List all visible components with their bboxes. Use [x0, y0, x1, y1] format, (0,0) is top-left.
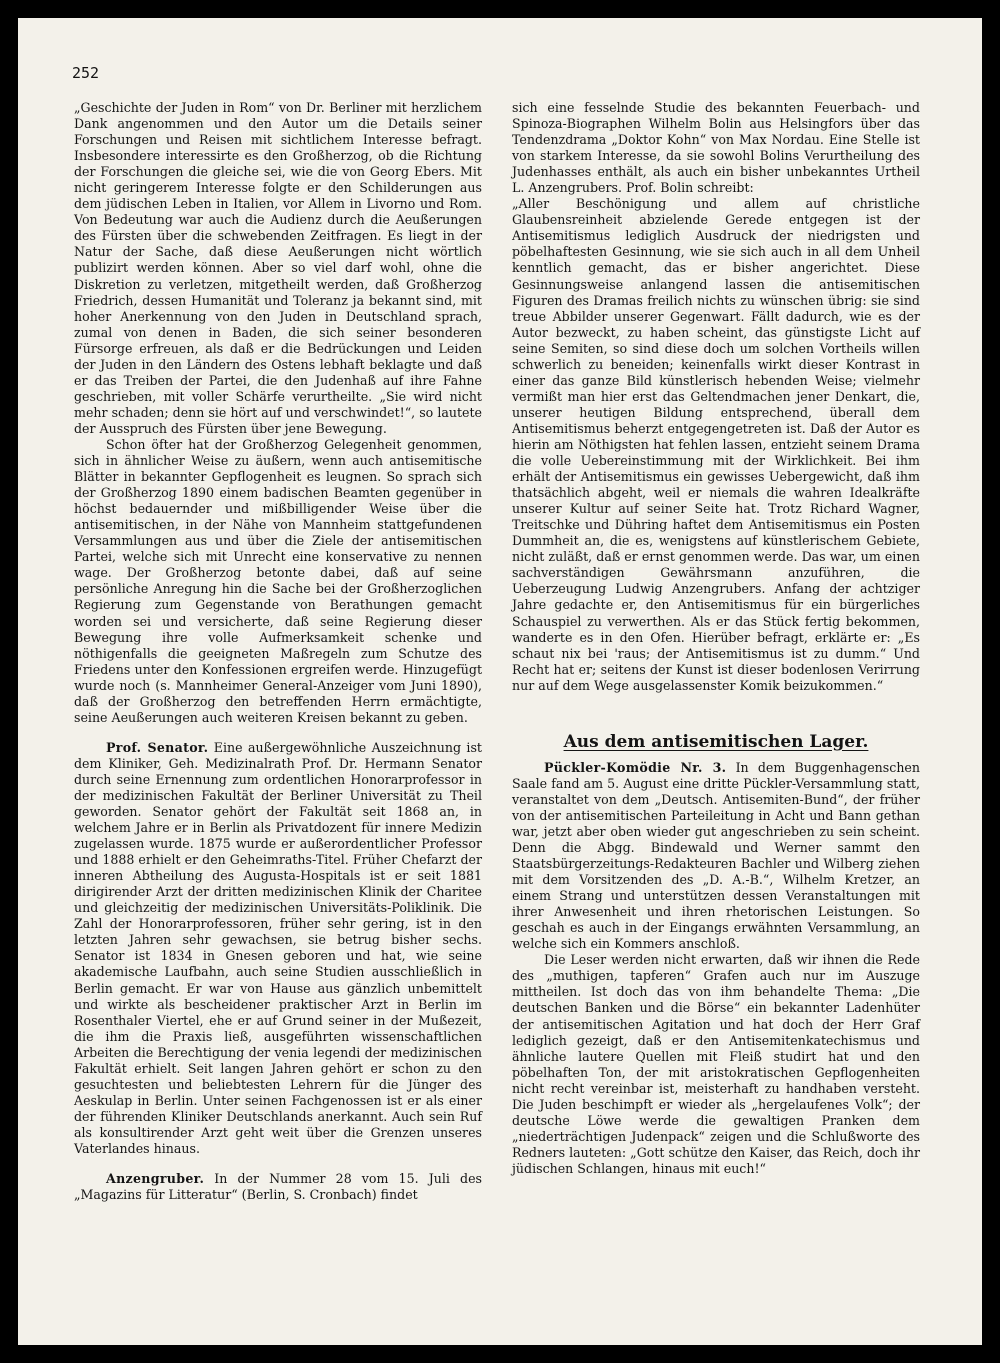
page-number: 252: [72, 64, 100, 82]
section-title: Aus dem antisemitischen Lager.: [563, 731, 869, 752]
paragraph: Schon öfter hat der Großherzog Gelegenheit genommen, sich in ähnlicher Weise zu äußern, wenn auch antisemitische Blätter in bekannter Gepflogenheit es leugnen. So sprach sich der Großherzog 1890 einem badischen Beamten gegenüber in höchst bedauernder und mißbilligender Weise über die antisemitischen, in der Nähe von Mannheim stattgefundenen Versammlungen aus und über die Ziele der antisemitischen Partei, welche sich mit Unrecht eine konservative zu nennen wage. Der Großherzog betonte dabei, daß auf seine persönliche Anregung hin die Sache bei der Großherzoglichen Regierung zum Gegenstande von Berathungen gemacht worden sei und versicherte, daß seine Regierung dieser Bewegung ihre volle Aufmerksamkeit schenke und nöthigenfalls die geeigneten Maßregeln zum Schutze des Friedens unter den Konfessionen ergreifen werde. Hinzugefügt wurde noch (s. Mannheimer General-Anzeiger vom Juni 1890), daß der Großherzog den betreffenden Herrn ermächtigte, seine Aeußerungen auch weiteren Kreisen bekannt zu geben.: [74, 436, 482, 725]
left-column: [74, 100, 482, 1203]
pueckler-article: [512, 760, 920, 953]
spacer: [74, 1157, 482, 1171]
pueckler-text: In dem Buggenhagenschen Saale fand am 5. August eine dritte Pückler-Versammlung statt, veranstaltet von dem „Deutsch. Antisemiten-Bund“, der früher von der antisemitischen Parteileitung in Acht und Bann gethan war, jetzt aber oben wieder gut angeschrieben zu sein scheint. Denn die Abgg. Bindewald und Werner sammt den Staatsbürgerzeitungs-Redakteuren Bachler und Wilberg ziehen mit dem Vorsitzenden des „D. A.-B.“, Wilhelm Kretzer, an einem Strang und unterstützen dessen Veranstaltungen mit ihrer Anwesenheit und ihren rhetorischen Leistungen. So geschah es auch in der Eingangs erwähnten Versammlung, an welche sich ein Kommers anschloß.: [512, 759, 920, 952]
bolin-quote: „Aller Beschönigung und allem auf christliche Glaubensreinheit abzielende Gerede entgegen ist der Antisemitismus lediglich Ausdruck der niedrigsten und pöbelhaftesten Gesinnung, wie sie sich auch in all dem Unheil kenntlich gemacht, das er bisher angerichtet. Diese Gesinnungsweise anlangend lassen die antisemitischen Figuren des Dramas freilich nichts zu wünschen übrig: sie sind treue Abbilder unserer Gegenwart. Fällt dadurch, wie es der Autor bezweckt, zu haben scheint, das günstigste Licht auf seine Semiten, so sind diese doch um solchen Vortheils willen schwerlich zu beneiden; keinenfalls wirkt dieser Kontrast in einer das ganze Bild künstlerisch hebenden Weise; vielmehr vermißt man hier erst das Geltendmachen jener Denkart, die, unserer heutigen Bildung entsprechend, überall dem Antisemitismus beherzt entgegengetreten ist. Daß der Autor es hierin am Nöthigsten hat fehlen lassen, entzieht seinem Drama die volle Uebereinstimmung mit der Wirklichkeit. Bei ihm erhält der Antisemitismus ein gewisses Uebergewicht, daß ihm thatsächlich abgeht, weil er niemals die wahren Idealkräfte unserer Kultur auf seiner Seite hat. Trotz Richard Wagner, Treitschke und Dühring haftet dem Antisemitismus ein Posten Dummheit an, die es, wenigstens auf künstlerischem Gebiete, nicht zuläßt, daß er ernst genommen werde. Das war, um einen sachverständigen Gewährsmann anzuführen, die Ueberzeugung Ludwig Anzengrubers. Anfang der achtziger Jahre gedachte er, den Antisemitismus für ein bürgerliches Schauspiel zu verwerthen. Als er das Stück fertig bekommen, wanderte es in den Ofen. Hierüber befragt, erklärte er: „Es schaut nix bei 'raus; der Antisemitismus ist zu dumm.“ Und Recht hat er; seitens der Kunst ist dieser bodenlosen Verirrung nur auf dem Wege ausgelassenster Komik beizukommen.“: [512, 196, 920, 693]
anzengruber-heading: Anzengruber.: [106, 1171, 205, 1187]
senator-article: [74, 740, 482, 1157]
scanned-page: [18, 18, 982, 1345]
paragraph: sich eine fesselnde Studie des bekannten Feuerbach- und Spinoza-Biographen Wilhelm Bolin aus Helsingfors über das Tendenzdrama „Doktor Kohn“ von Max Nordau. Eine Stelle ist von starkem Interesse, da sie sowohl Bolins Verurtheilung des Judenhasses enthält, als auch ein bisher unbekanntes Urtheil L. Anzengrubers. Prof. Bolin schreibt:: [512, 100, 920, 196]
right-column: [512, 100, 920, 1177]
senator-text: Eine außergewöhnliche Auszeichnung ist dem Kliniker, Geh. Medizinalrath Prof. Dr. Hermann Senator durch seine Ernennung zum ordentlichen Honorarprofessor in der medizinischen Fakultät der Berliner Universität zu Theil geworden. Senator gehört der Fakultät seit 1868 an, in welchem Jahre er in Berlin als Privatdozent für innere Medizin zugelassen wurde. 1875 wurde er außerordentlicher Professor und 1888 erhielt er den Geheimraths-Titel. Früher Chefarzt der inneren Abtheilung des Augusta-Hospitals ist er seit 1881 dirigirender Arzt der dritten medizinischen Klinik der Charitee und gleichzeitig der medizinischen Universitäts-Poliklinik. Die Zahl der Honorarprofessoren, früher sehr gering, ist in den letzten Jahren sehr gewachsen, sie betrug bisher sechs. Senator ist 1834 in Gnesen geboren und hat, wie seine akademische Laufbahn, auch seine Studien ausschließlich in Berlin gemacht. Er war von Hause aus gänzlich unbemittelt und wirkte als bescheidener praktischer Arzt in Berlin im Rosenthaler Viertel, ehe er auf Grund seiner in der Mußezeit, die ihm die Praxis ließ, ausgeführten wissenschaftlichen Arbeiten die Berechtigung der venia legendi der medizinischen Fakultät erhielt. Seit langen Jahren gehört er schon zu den gesuchtesten und beliebtesten Lehrern für die Jünger des Aeskulap in Berlin. Unter seinen Fachgenossen ist er als einer der führenden Kliniker Deutschlands anerkannt. Auch sein Ruf als konsultirender Arzt geht weit über die Grenzen unseres Vaterlandes hinaus.: [74, 739, 482, 1156]
paragraph: „Geschichte der Juden in Rom“ von Dr. Berliner mit herzlichem Dank angenommen und den Autor um die Details seiner Forschungen und Reisen mit sichtlichem Interesse befragt. Insbesondere interessirte es den Großherzog, ob die Richtung der Forschungen die gleiche sei, wie die von Georg Ebers. Mit nicht geringerem Interesse folgte er den Schilderungen aus dem jüdischen Leben in Italien, vor Allem in Livorno und Rom. Von Bedeutung war auch die Audienz durch die Aeußerungen des Fürsten über die schwebenden Zeitfragen. Es liegt in der Natur der Sache, daß diese Aeußerungen nicht wörtlich publizirt werden können. Aber so viel darf wohl, ohne die Diskretion zu verletzen, mitgetheilt werden, daß Großherzog Friedrich, dessen Humanität und Toleranz ja bekannt sind, mit hoher Anerkennung von den Juden in Deutschland sprach, zumal von denen in Baden, die sich seiner besonderen Fürsorge erfreuen, als daß er die Bedrückungen und Leiden der Juden in den Ländern des Ostens lebhaft beklagte und daß er das Treiben der Partei, die den Judenhaß auf ihre Fahne geschrieben, mit voller Schärfe verurtheilte. „Sie wird nicht mehr schaden; denn sie hört auf und verschwindet!“, so lautete der Ausspruch des Fürsten über jene Bewegung.: [74, 100, 482, 436]
spacer: [74, 726, 482, 740]
senator-heading: Prof. Senator.: [106, 739, 209, 755]
paragraph: Die Leser werden nicht erwarten, daß wir ihnen die Rede des „muthigen, tapferen“ Grafen auch nur im Auszuge mittheilen. Ist doch das von ihm behandelte Thema: „Die deutschen Banken und die Börse“ ein bekannter Ladenhüter der antisemitischen Agitation und hat doch der Herr Graf lediglich gezeigt, daß er den Antisemitenkatechismus und ähnliche lautere Quellen mit Fleiß studirt hat und den pöbelhaften Ton, der mit aristokratischen Gepflogenheiten nicht recht vereinbar ist, meisterhaft zu handhaben versteht. Die Juden beschimpft er wieder als „hergelaufenes Volk“; der deutsche Löwe werde die gewaltigen Pranken dem „niederträchtigen Judenpack“ zeigen und die Schlußworte des Redners lauteten: „Gott schütze den Kaiser, das Reich, doch ihr jüdischen Schlangen, hinaus mit euch!“: [512, 952, 920, 1176]
anzengruber-text: In der Nummer 28 vom 15. Juli des „Magazins für Litteratur“ (Berlin, S. Cronbach) findet: [74, 1171, 482, 1203]
anzengruber-article: [74, 1171, 482, 1203]
pueckler-heading: Pückler-Komödie Nr. 3.: [544, 759, 727, 775]
